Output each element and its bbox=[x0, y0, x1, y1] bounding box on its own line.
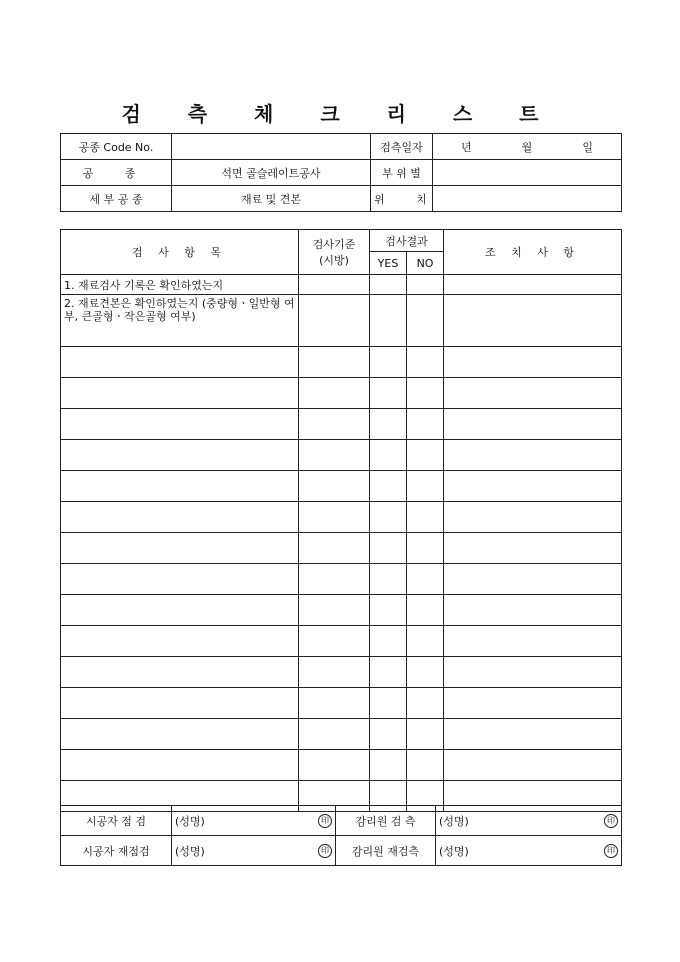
standard-cell[interactable] bbox=[299, 750, 370, 781]
action-cell[interactable] bbox=[444, 347, 622, 378]
no-cell[interactable] bbox=[407, 347, 444, 378]
yes-cell[interactable] bbox=[370, 657, 407, 688]
checklist-row-empty bbox=[61, 440, 622, 471]
checklist-header-row bbox=[61, 230, 622, 252]
year-label: 년 bbox=[461, 140, 472, 154]
yes-cell[interactable] bbox=[370, 440, 407, 471]
part-label: 부 위 별 bbox=[371, 160, 433, 186]
yes-cell[interactable] bbox=[370, 750, 407, 781]
no-cell[interactable] bbox=[407, 440, 444, 471]
location-value[interactable] bbox=[433, 186, 622, 212]
item-cell[interactable] bbox=[61, 750, 299, 781]
col-item-header: 검 사 항 목 bbox=[61, 230, 299, 275]
detail-value[interactable]: 재료 및 견본 bbox=[172, 186, 371, 212]
yes-cell[interactable] bbox=[370, 626, 407, 657]
standard-cell[interactable] bbox=[299, 533, 370, 564]
no-cell[interactable] bbox=[407, 564, 444, 595]
item-text: 1. 재료검사 기록은 확인하였는지 bbox=[61, 275, 299, 295]
yes-cell[interactable] bbox=[370, 409, 407, 440]
yes-cell[interactable] bbox=[370, 533, 407, 564]
checklist-row-empty bbox=[61, 688, 622, 719]
yes-cell[interactable] bbox=[370, 347, 407, 378]
date-value[interactable] bbox=[433, 134, 622, 160]
info-row-work bbox=[61, 160, 622, 186]
item-cell[interactable] bbox=[61, 688, 299, 719]
item-cell[interactable] bbox=[61, 502, 299, 533]
checklist-row-empty bbox=[61, 409, 622, 440]
standard-cell[interactable] bbox=[299, 502, 370, 533]
work-value[interactable]: 석면 골슬레이트공사 bbox=[172, 160, 371, 186]
checklist-row bbox=[61, 295, 622, 347]
action-cell[interactable] bbox=[444, 564, 622, 595]
checklist-row-empty bbox=[61, 564, 622, 595]
month-label: 월 bbox=[521, 140, 533, 154]
action-cell[interactable] bbox=[444, 409, 622, 440]
checklist-table bbox=[60, 229, 622, 812]
standard-cell[interactable] bbox=[299, 688, 370, 719]
item-cell[interactable] bbox=[61, 533, 299, 564]
standard-cell[interactable] bbox=[299, 595, 370, 626]
item-cell[interactable] bbox=[61, 564, 299, 595]
standard-cell[interactable] bbox=[299, 564, 370, 595]
action-cell[interactable] bbox=[444, 378, 622, 409]
document-title: 검 측 체 크 리 스 트 bbox=[121, 102, 559, 126]
no-cell[interactable] bbox=[407, 502, 444, 533]
checklist-row-empty bbox=[61, 626, 622, 657]
action-cell[interactable] bbox=[444, 502, 622, 533]
name-placeholder: (성명) bbox=[175, 814, 205, 828]
item-cell[interactable] bbox=[61, 440, 299, 471]
checklist-row-empty bbox=[61, 378, 622, 409]
checklist-row-empty bbox=[61, 347, 622, 378]
seal-icon: 印 bbox=[604, 844, 618, 858]
no-cell[interactable] bbox=[407, 750, 444, 781]
action-cell[interactable] bbox=[444, 533, 622, 564]
yes-cell[interactable] bbox=[370, 471, 407, 502]
supervisor-inspect-sign[interactable] bbox=[436, 806, 622, 836]
no-cell[interactable] bbox=[407, 471, 444, 502]
action-cell[interactable] bbox=[444, 657, 622, 688]
checklist-row-empty bbox=[61, 502, 622, 533]
action-cell[interactable] bbox=[444, 471, 622, 502]
action-cell[interactable] bbox=[444, 275, 622, 295]
item-text: 2. 재료견본은 확인하였는지 (중량형ㆍ일반형 여부, 큰골형ㆍ작은골형 여부) bbox=[61, 295, 299, 347]
signature-table bbox=[60, 805, 622, 866]
yes-cell[interactable] bbox=[370, 688, 407, 719]
item-cell[interactable] bbox=[61, 378, 299, 409]
checklist-row bbox=[61, 275, 622, 295]
standard-cell[interactable] bbox=[299, 719, 370, 750]
no-cell[interactable] bbox=[407, 626, 444, 657]
info-table bbox=[60, 133, 622, 212]
standard-cell[interactable] bbox=[299, 347, 370, 378]
standard-cell[interactable] bbox=[299, 626, 370, 657]
col-result-header: 검사결과 bbox=[370, 230, 444, 252]
item-cell[interactable] bbox=[61, 657, 299, 688]
no-cell[interactable] bbox=[407, 688, 444, 719]
info-row-code bbox=[61, 134, 622, 160]
no-cell[interactable] bbox=[407, 719, 444, 750]
standard-cell[interactable] bbox=[299, 275, 370, 295]
name-placeholder: (성명) bbox=[439, 814, 469, 828]
col-standard-label: 검사기준 bbox=[312, 238, 356, 251]
no-cell[interactable] bbox=[407, 595, 444, 626]
checklist-row-empty bbox=[61, 533, 622, 564]
no-cell[interactable] bbox=[407, 378, 444, 409]
action-cell[interactable] bbox=[444, 295, 622, 347]
name-placeholder: (성명) bbox=[439, 844, 469, 858]
item-cell[interactable] bbox=[61, 471, 299, 502]
contractor-inspect-label: 시공자 점 검 bbox=[61, 806, 172, 836]
no-cell[interactable] bbox=[407, 657, 444, 688]
standard-cell[interactable] bbox=[299, 378, 370, 409]
action-cell[interactable] bbox=[444, 719, 622, 750]
standard-cell[interactable] bbox=[299, 471, 370, 502]
yes-cell[interactable] bbox=[370, 564, 407, 595]
col-standard-header bbox=[299, 230, 370, 275]
item-cell[interactable] bbox=[61, 409, 299, 440]
checklist-row-empty bbox=[61, 595, 622, 626]
standard-cell[interactable] bbox=[299, 409, 370, 440]
action-cell[interactable] bbox=[444, 750, 622, 781]
supervisor-inspect-label: 감리원 검 측 bbox=[336, 806, 436, 836]
item-cell[interactable] bbox=[61, 595, 299, 626]
no-cell[interactable] bbox=[407, 533, 444, 564]
action-cell[interactable] bbox=[444, 595, 622, 626]
yes-cell[interactable] bbox=[370, 275, 407, 295]
action-cell[interactable] bbox=[444, 688, 622, 719]
code-label: 공종 Code No. bbox=[61, 134, 172, 160]
checklist-row-empty bbox=[61, 657, 622, 688]
yes-cell[interactable] bbox=[370, 378, 407, 409]
detail-label: 세 부 공 종 bbox=[61, 186, 172, 212]
no-cell[interactable] bbox=[407, 275, 444, 295]
no-cell[interactable] bbox=[407, 409, 444, 440]
part-value[interactable] bbox=[433, 160, 622, 186]
standard-cell[interactable] bbox=[299, 657, 370, 688]
checklist-row-empty bbox=[61, 471, 622, 502]
seal-icon: 印 bbox=[318, 844, 332, 858]
code-value[interactable] bbox=[172, 134, 371, 160]
signature-row-inspect bbox=[61, 806, 622, 836]
signature-row-reinspect bbox=[61, 836, 622, 866]
name-placeholder: (성명) bbox=[175, 844, 205, 858]
contractor-inspect-sign[interactable] bbox=[172, 806, 336, 836]
checklist-row-empty bbox=[61, 750, 622, 781]
date-label: 검측일자 bbox=[371, 134, 433, 160]
supervisor-reinspect-label: 감리원 재검측 bbox=[336, 836, 436, 866]
item-cell[interactable] bbox=[61, 347, 299, 378]
location-label: 위 치 bbox=[371, 186, 433, 212]
col-action-header: 조 치 사 항 bbox=[444, 230, 622, 275]
action-cell[interactable] bbox=[444, 626, 622, 657]
seal-icon: 印 bbox=[318, 814, 332, 828]
yes-cell[interactable] bbox=[370, 595, 407, 626]
no-cell[interactable] bbox=[407, 295, 444, 347]
checklist-row-empty bbox=[61, 719, 622, 750]
col-no-header: NO bbox=[407, 252, 444, 275]
col-standard-sub: (시방) bbox=[319, 254, 349, 267]
contractor-reinspect-sign[interactable] bbox=[172, 836, 336, 866]
standard-cell[interactable] bbox=[299, 295, 370, 347]
action-cell[interactable] bbox=[444, 440, 622, 471]
supervisor-reinspect-sign[interactable] bbox=[436, 836, 622, 866]
item-cell[interactable] bbox=[61, 626, 299, 657]
day-label: 일 bbox=[582, 140, 593, 154]
yes-cell[interactable] bbox=[370, 502, 407, 533]
info-row-detail bbox=[61, 186, 622, 212]
standard-cell[interactable] bbox=[299, 440, 370, 471]
seal-icon: 印 bbox=[604, 814, 618, 828]
yes-cell[interactable] bbox=[370, 295, 407, 347]
work-label: 공 종 bbox=[61, 160, 172, 186]
contractor-reinspect-label: 시공자 재점검 bbox=[61, 836, 172, 866]
col-yes-header: YES bbox=[370, 252, 407, 275]
item-cell[interactable] bbox=[61, 719, 299, 750]
yes-cell[interactable] bbox=[370, 719, 407, 750]
